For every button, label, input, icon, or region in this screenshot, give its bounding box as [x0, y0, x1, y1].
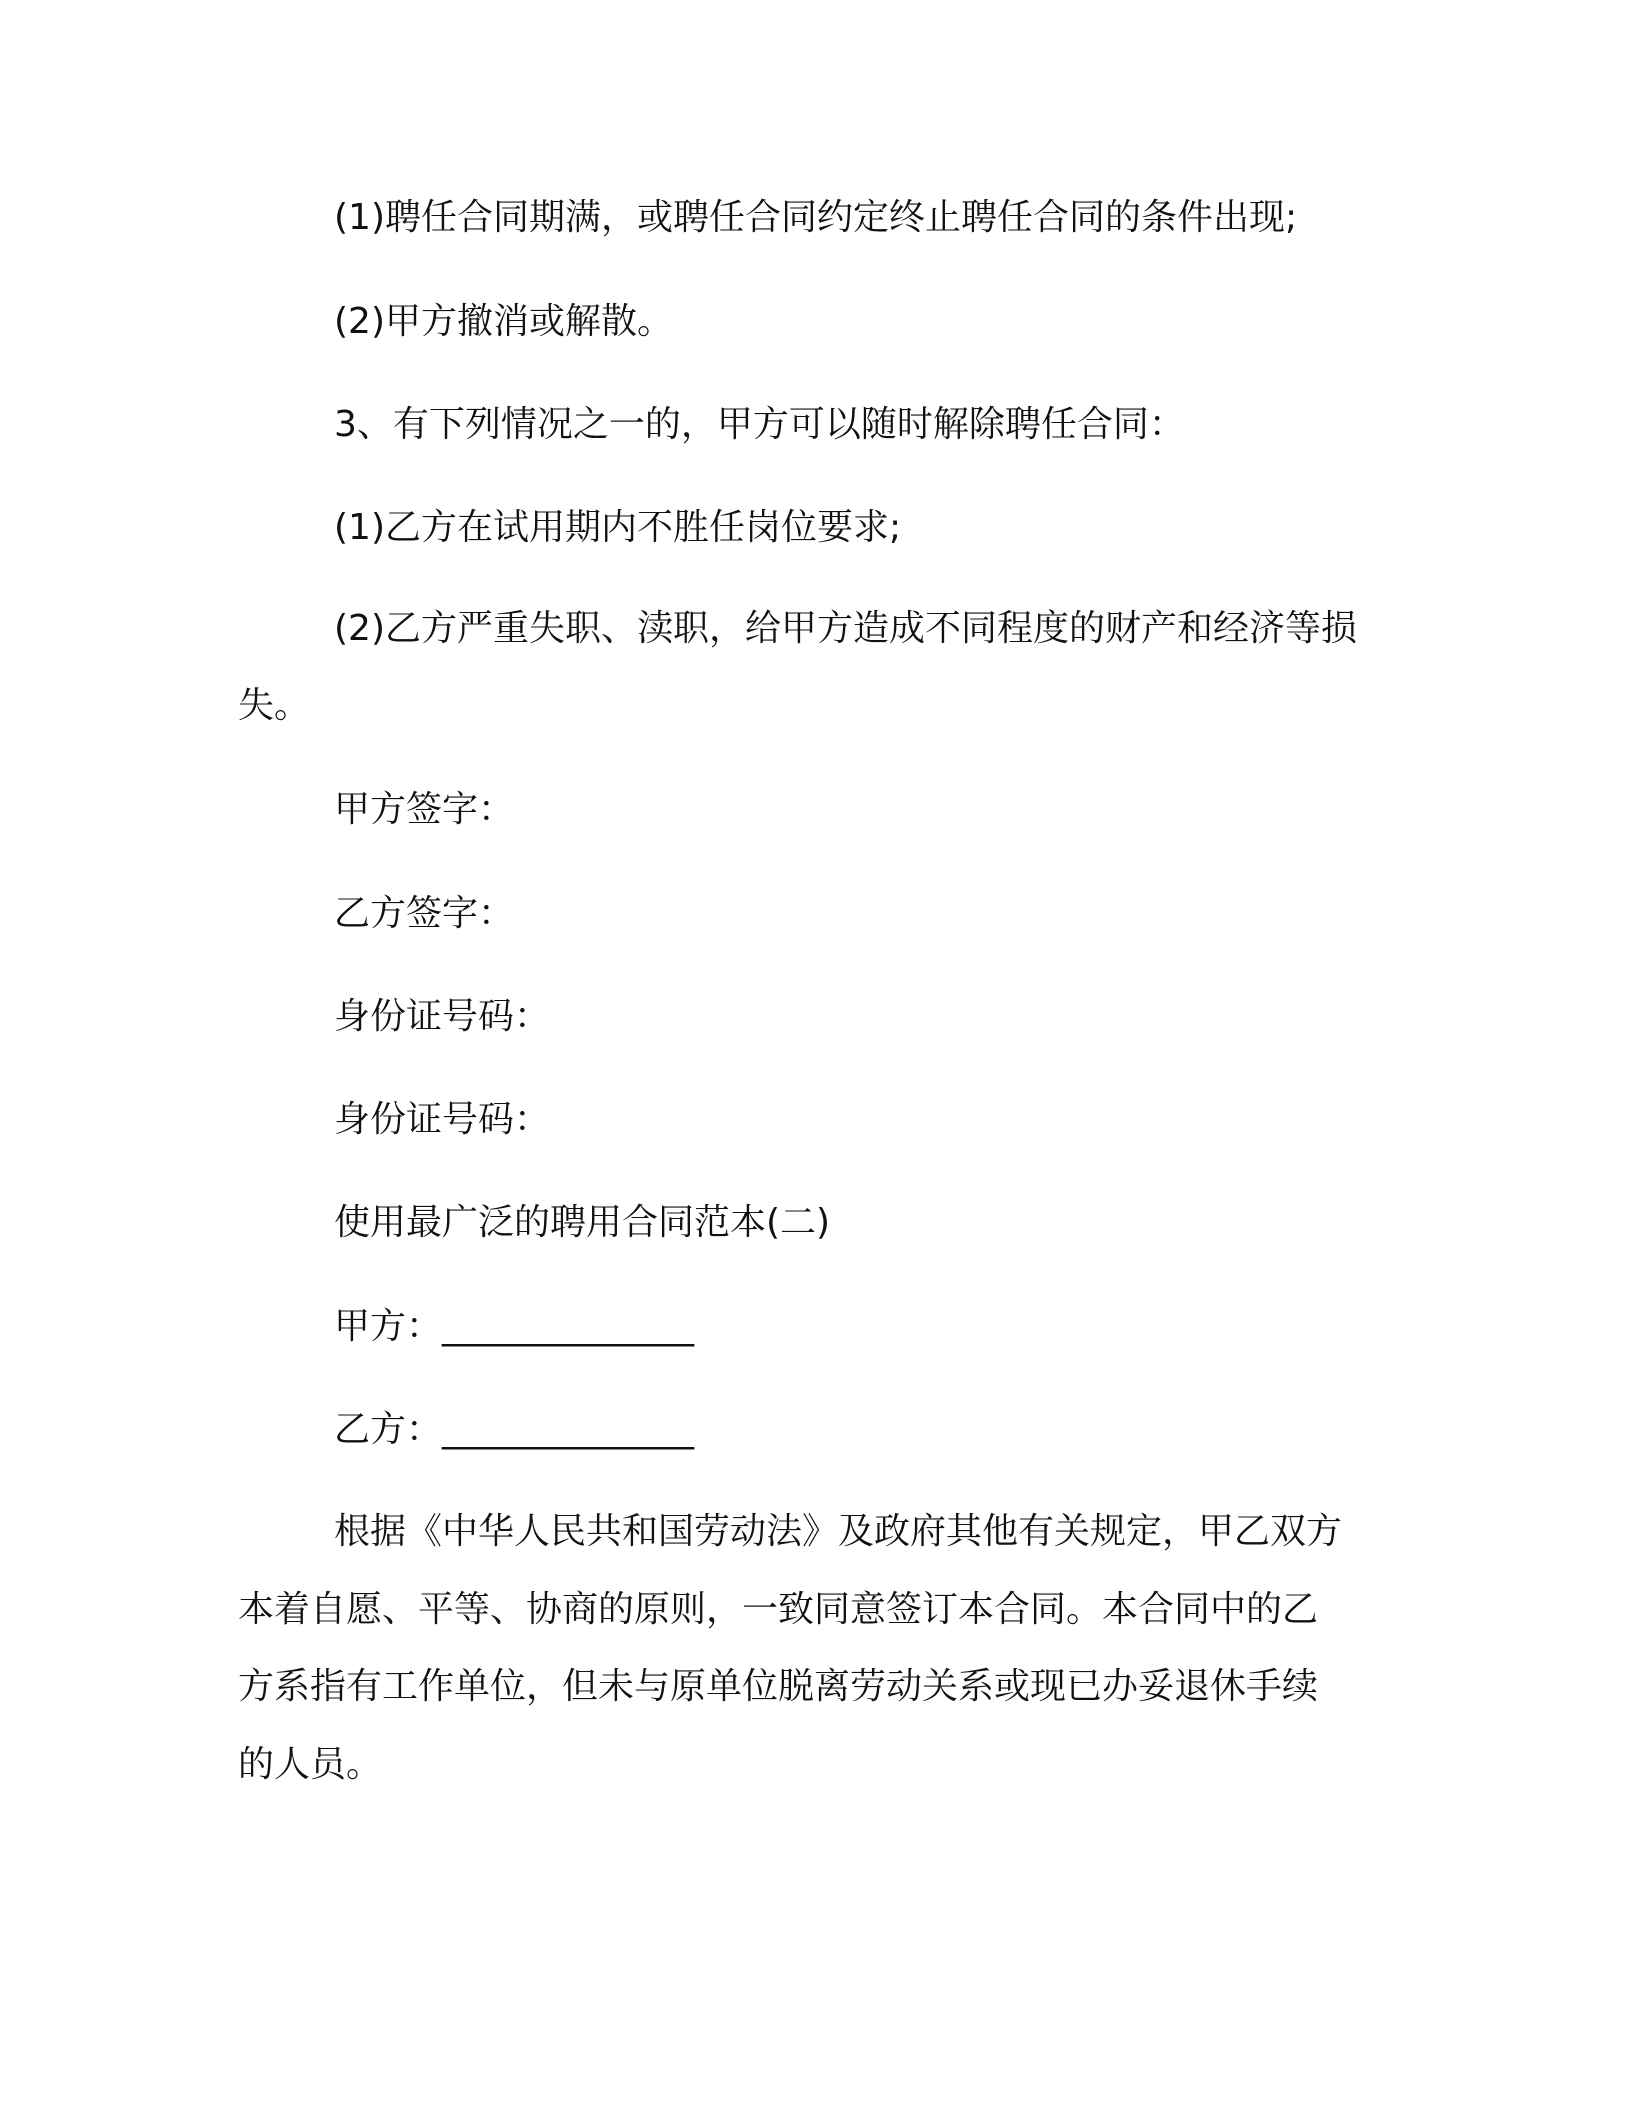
preamble-line-4: 的人员。 — [238, 1744, 383, 1785]
clause-3-2-line-1: (2)乙方严重失职、渎职，给甲方造成不同程度的财产和经济等损 — [334, 608, 1357, 649]
clause-1-1: (1)聘任合同期满，或聘任合同约定终止聘任合同的条件出现; — [334, 197, 1298, 238]
id-number-label-a: 身份证号码： — [334, 996, 551, 1037]
clause-3-2-line-2: 失。 — [238, 685, 311, 726]
party-b-field: 乙方：______________ — [334, 1409, 695, 1450]
party-a-signature-label: 甲方签字： — [334, 789, 515, 830]
clause-3-1: (1)乙方在试用期内不胜任岗位要求; — [334, 507, 902, 548]
id-number-label-b: 身份证号码： — [334, 1099, 551, 1140]
clause-3-heading: 3、有下列情况之一的，甲方可以随时解除聘任合同： — [334, 404, 1185, 445]
clause-1-2: (2)甲方撤消或解散。 — [334, 301, 673, 342]
preamble-line-3: 方系指有工作单位，但未与原单位脱离劳动关系或现已办妥退休手续 — [238, 1666, 1319, 1707]
party-a-field: 甲方：______________ — [334, 1306, 695, 1347]
preamble-line-2: 本着自愿、平等、协商的原则，一致同意签订本合同。本合同中的乙 — [238, 1589, 1319, 1630]
preamble-line-1: 根据《中华人民共和国劳动法》及政府其他有关规定，甲乙双方 — [334, 1511, 1343, 1552]
section-title: 使用最广泛的聘用合同范本(二) — [334, 1202, 831, 1243]
party-b-signature-label: 乙方签字： — [334, 893, 515, 934]
